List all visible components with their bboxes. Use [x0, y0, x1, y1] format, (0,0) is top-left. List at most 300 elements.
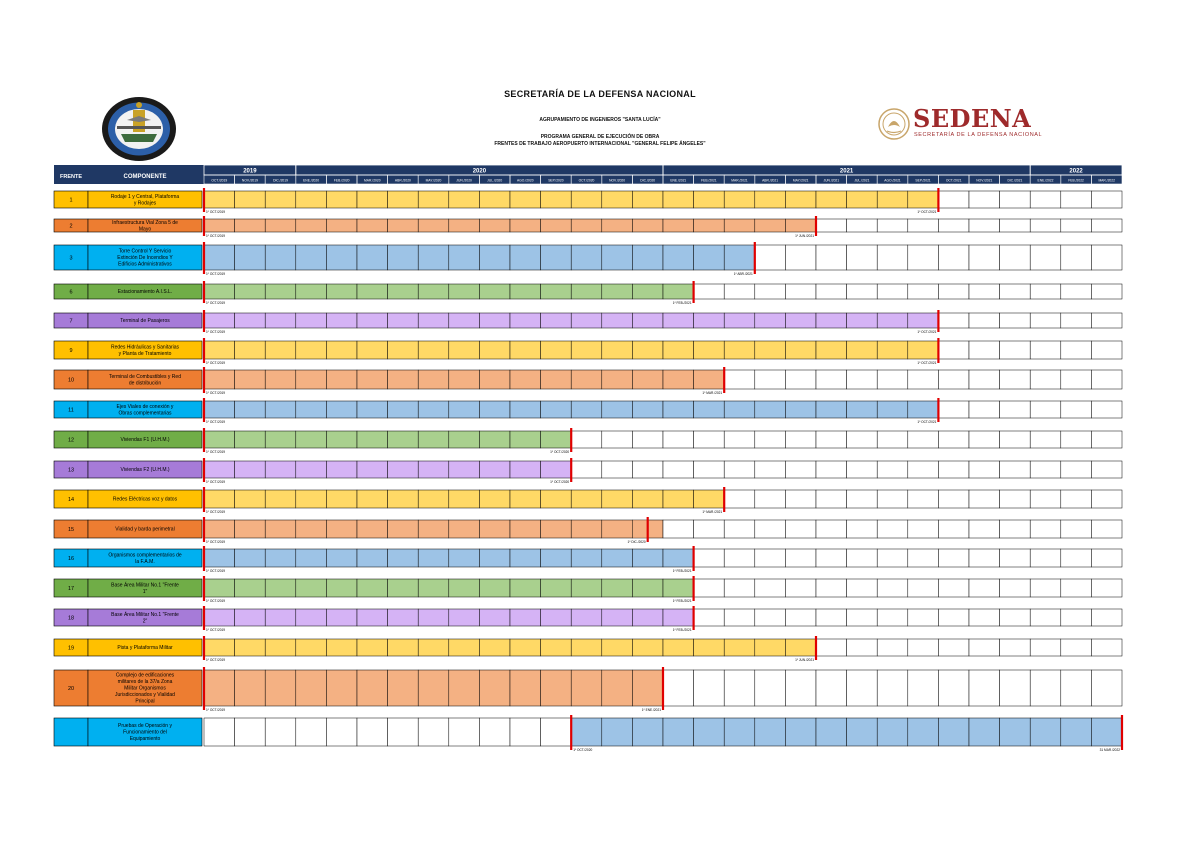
month-cell — [388, 718, 419, 746]
month-cell — [1000, 520, 1031, 538]
page-subtitle: AGRUPAMIENTO DE INGENIEROS "SANTA LUCÍA" — [539, 117, 661, 123]
month-cell — [755, 579, 786, 597]
gantt-row — [54, 636, 1122, 662]
month-cell — [1000, 609, 1031, 626]
month-cell — [204, 341, 235, 359]
month-cell — [1061, 341, 1092, 359]
month-cell — [449, 191, 480, 208]
month-cell — [847, 313, 878, 328]
month-cell — [265, 579, 296, 597]
month-cell — [724, 461, 755, 478]
month-cell — [326, 191, 357, 208]
month-cell — [969, 718, 1000, 746]
partial-fill — [633, 520, 648, 537]
month-cell — [1000, 670, 1031, 706]
month-cell — [632, 639, 663, 656]
month-cell — [938, 670, 969, 706]
frente-header: FRENTE — [60, 174, 82, 180]
month-cell — [602, 191, 633, 208]
month-cell — [326, 639, 357, 656]
month-cell — [663, 191, 694, 208]
month-cell — [755, 609, 786, 626]
month-cell — [1091, 670, 1122, 706]
month-cell — [235, 401, 266, 418]
month-cell — [1030, 670, 1061, 706]
month-cell — [877, 191, 908, 208]
month-cell — [296, 718, 327, 746]
month-cell — [724, 401, 755, 418]
month-cell — [969, 609, 1000, 626]
month-label: DIC./2020 — [640, 178, 656, 183]
month-cell — [1061, 520, 1092, 538]
month-cell — [755, 670, 786, 706]
month-cell — [632, 370, 663, 389]
month-cell — [816, 313, 847, 328]
month-cell — [1000, 549, 1031, 567]
month-cell — [388, 370, 419, 389]
month-cell — [1000, 284, 1031, 299]
month-cell — [1091, 191, 1122, 208]
month-cell — [632, 219, 663, 232]
month-cell — [571, 520, 602, 538]
month-cell — [449, 549, 480, 567]
month-cell — [1030, 191, 1061, 208]
month-cell — [510, 718, 541, 746]
month-label: ABR./2021 — [762, 178, 779, 183]
month-cell — [602, 718, 633, 746]
gantt-row — [54, 242, 1122, 276]
month-cell — [785, 370, 816, 389]
month-cell — [1091, 609, 1122, 626]
month-cell — [204, 670, 235, 706]
month-cell — [1091, 461, 1122, 478]
month-cell — [938, 284, 969, 299]
componente-label: 2" — [142, 618, 148, 625]
month-cell — [571, 401, 602, 418]
month-cell — [1000, 490, 1031, 508]
month-cell — [755, 370, 786, 389]
month-cell — [908, 370, 939, 389]
month-cell — [449, 245, 480, 270]
month-cell — [602, 549, 633, 567]
month-label: NOV./2021 — [976, 178, 993, 183]
end-date-note: 1º MAR./2021 — [702, 391, 723, 395]
componente-label: Vialidad y barda perimetral — [115, 526, 175, 533]
month-cell — [571, 670, 602, 706]
month-cell — [663, 341, 694, 359]
month-cell — [235, 718, 266, 746]
month-cell — [663, 219, 694, 232]
month-cell — [265, 284, 296, 299]
month-cell — [357, 520, 388, 538]
month-cell — [541, 609, 572, 626]
month-cell — [571, 341, 602, 359]
month-cell — [1030, 245, 1061, 270]
month-cell — [388, 549, 419, 567]
gantt-row — [54, 715, 1122, 752]
start-date-note: 1º OCT./2019 — [206, 480, 226, 484]
month-cell — [1061, 313, 1092, 328]
month-cell — [1030, 284, 1061, 299]
month-cell — [755, 718, 786, 746]
month-cell — [908, 191, 939, 208]
month-cell — [694, 609, 725, 626]
month-cell — [326, 579, 357, 597]
frente-number: 17 — [67, 586, 75, 592]
month-cell — [235, 370, 266, 389]
month-label: JUL./2021 — [854, 178, 870, 183]
month-cell — [541, 219, 572, 232]
month-cell — [265, 431, 296, 448]
month-cell — [571, 609, 602, 626]
gantt-row — [54, 458, 1122, 484]
month-cell — [1061, 670, 1092, 706]
month-cell — [694, 370, 725, 389]
start-date-note: 1º OCT./2020 — [573, 748, 593, 752]
month-cell — [724, 370, 755, 389]
month-cell — [1091, 341, 1122, 359]
month-cell — [1061, 245, 1092, 270]
month-cell — [724, 245, 755, 270]
month-cell — [785, 520, 816, 538]
month-cell — [969, 341, 1000, 359]
month-cell — [479, 401, 510, 418]
month-cell — [296, 670, 327, 706]
frente-number: 14 — [67, 497, 75, 503]
month-cell — [357, 579, 388, 597]
month-cell — [663, 284, 694, 299]
month-cell — [816, 284, 847, 299]
month-cell — [755, 191, 786, 208]
month-cell — [296, 370, 327, 389]
componente-label: Organismos complementarios de — [108, 552, 182, 559]
month-cell — [938, 461, 969, 478]
month-cell — [265, 401, 296, 418]
month-cell — [326, 461, 357, 478]
month-cell — [1030, 461, 1061, 478]
month-cell — [694, 341, 725, 359]
month-cell — [755, 313, 786, 328]
month-cell — [877, 520, 908, 538]
componente-label: Militar Organismos — [124, 685, 166, 692]
month-cell — [1000, 341, 1031, 359]
month-cell — [1030, 219, 1061, 232]
month-cell — [265, 549, 296, 567]
month-cell — [785, 639, 816, 656]
month-cell — [479, 579, 510, 597]
month-cell — [449, 370, 480, 389]
month-cell — [265, 191, 296, 208]
month-label: ABR./2020 — [394, 178, 411, 183]
month-cell — [816, 718, 847, 746]
month-cell — [969, 520, 1000, 538]
month-cell — [388, 191, 419, 208]
month-cell — [1000, 219, 1031, 232]
month-label: JUN./2021 — [823, 178, 840, 183]
month-cell — [908, 490, 939, 508]
month-cell — [418, 520, 449, 538]
end-date-note: 1º ENE./2021 — [641, 708, 661, 712]
month-cell — [510, 579, 541, 597]
month-cell — [1091, 639, 1122, 656]
month-cell — [785, 313, 816, 328]
month-cell — [235, 639, 266, 656]
month-cell — [785, 549, 816, 567]
month-cell — [479, 490, 510, 508]
month-cell — [357, 245, 388, 270]
month-cell — [326, 490, 357, 508]
month-cell — [204, 191, 235, 208]
month-cell — [1061, 549, 1092, 567]
month-cell — [632, 490, 663, 508]
month-cell — [418, 284, 449, 299]
month-cell — [938, 370, 969, 389]
month-cell — [510, 341, 541, 359]
month-cell — [510, 313, 541, 328]
month-cell — [694, 461, 725, 478]
componente-label: Estacionamiento A.I.S.L. — [117, 289, 173, 296]
month-cell — [510, 609, 541, 626]
month-cell — [204, 520, 235, 538]
gantt-row — [54, 517, 1122, 544]
month-cell — [602, 670, 633, 706]
componente-label: Infraestructura Vial Zona 5 de — [112, 219, 178, 226]
componente-label: Base Área Militar No.1 "Frente — [111, 611, 179, 618]
month-cell — [816, 639, 847, 656]
month-cell — [908, 313, 939, 328]
month-cell — [602, 461, 633, 478]
month-cell — [938, 579, 969, 597]
frente-number: 3 — [69, 255, 73, 262]
month-cell — [1030, 718, 1061, 746]
month-cell — [694, 718, 725, 746]
month-cell — [785, 191, 816, 208]
month-cell — [663, 370, 694, 389]
month-cell — [541, 341, 572, 359]
month-cell — [969, 639, 1000, 656]
month-cell — [510, 549, 541, 567]
month-cell — [632, 549, 663, 567]
month-cell — [1030, 490, 1061, 508]
end-date-note: 1º OCT./2021 — [917, 420, 937, 424]
month-cell — [602, 341, 633, 359]
month-cell — [694, 219, 725, 232]
month-cell — [1000, 639, 1031, 656]
month-cell — [296, 219, 327, 232]
end-date-note: 1º OCT./2021 — [917, 330, 937, 334]
month-cell — [694, 549, 725, 567]
month-cell — [663, 245, 694, 270]
month-cell — [632, 461, 663, 478]
month-cell — [357, 670, 388, 706]
gantt-row — [54, 606, 1122, 632]
month-cell — [541, 718, 572, 746]
program-title: PROGRAMA GENERAL DE EJECUCIÓN DE OBRA — [540, 134, 660, 140]
gantt-row — [54, 667, 1122, 712]
month-cell — [1030, 639, 1061, 656]
month-cell — [847, 370, 878, 389]
month-cell — [969, 579, 1000, 597]
end-date-note: 1º FEB./2021 — [672, 628, 692, 632]
month-cell — [388, 219, 419, 232]
month-cell — [938, 639, 969, 656]
month-cell — [296, 461, 327, 478]
month-cell — [1030, 313, 1061, 328]
year-label: 2020 — [472, 168, 487, 175]
month-cell — [235, 490, 266, 508]
month-cell — [357, 284, 388, 299]
month-cell — [1091, 718, 1122, 746]
month-cell — [510, 461, 541, 478]
month-cell — [724, 639, 755, 656]
end-date-note: 1º OCT./2020 — [550, 480, 570, 484]
start-date-note: 1º OCT./2019 — [206, 569, 226, 573]
month-cell — [785, 490, 816, 508]
month-cell — [296, 520, 327, 538]
month-cell — [235, 284, 266, 299]
month-cell — [479, 461, 510, 478]
month-cell — [1000, 461, 1031, 478]
month-cell — [235, 670, 266, 706]
month-cell — [1030, 549, 1061, 567]
month-cell — [296, 401, 327, 418]
month-cell — [541, 549, 572, 567]
componente-label: militares de la 37/a Zona — [117, 679, 173, 686]
month-cell — [632, 284, 663, 299]
month-cell — [694, 191, 725, 208]
frente-number: 1 — [69, 197, 73, 204]
month-cell — [449, 520, 480, 538]
month-cell — [449, 341, 480, 359]
month-label: ENE./2022 — [1037, 178, 1054, 183]
month-cell — [388, 461, 419, 478]
month-cell — [479, 219, 510, 232]
month-cell — [1061, 718, 1092, 746]
month-cell — [969, 431, 1000, 448]
month-cell — [908, 431, 939, 448]
month-cell — [204, 639, 235, 656]
month-cell — [908, 520, 939, 538]
month-cell — [1061, 609, 1092, 626]
month-cell — [602, 313, 633, 328]
month-cell — [265, 490, 296, 508]
month-cell — [479, 549, 510, 567]
month-cell — [847, 461, 878, 478]
month-cell — [785, 245, 816, 270]
month-cell — [816, 245, 847, 270]
month-label: DIC./2019 — [273, 178, 288, 183]
componente-label: Obras complementarias — [118, 410, 172, 417]
month-cell — [785, 670, 816, 706]
month-cell — [235, 609, 266, 626]
month-cell — [510, 490, 541, 508]
month-cell — [632, 579, 663, 597]
month-cell — [510, 670, 541, 706]
month-cell — [235, 520, 266, 538]
frente-number: 20 — [67, 686, 75, 692]
month-cell — [449, 401, 480, 418]
end-date-note: 1º OCT./2021 — [917, 361, 937, 365]
month-cell — [510, 520, 541, 538]
month-cell — [265, 245, 296, 270]
month-cell — [357, 490, 388, 508]
sedena-tagline: SECRETARÍA DE LA DEFENSA NACIONAL — [914, 132, 1043, 138]
month-cell — [235, 431, 266, 448]
month-cell — [388, 490, 419, 508]
month-cell — [357, 219, 388, 232]
componente-label: de distribución — [128, 380, 162, 387]
month-cell — [449, 579, 480, 597]
month-cell — [265, 609, 296, 626]
month-cell — [479, 431, 510, 448]
month-cell — [418, 401, 449, 418]
end-date-note: 1º ABR./2021 — [733, 272, 753, 276]
month-cell — [235, 313, 266, 328]
month-cell — [908, 718, 939, 746]
gantt-row — [54, 428, 1122, 454]
month-cell — [357, 313, 388, 328]
month-cell — [326, 370, 357, 389]
month-cell — [204, 579, 235, 597]
month-cell — [694, 245, 725, 270]
month-cell — [908, 609, 939, 626]
month-cell — [265, 370, 296, 389]
month-cell — [602, 579, 633, 597]
month-cell — [326, 219, 357, 232]
month-cell — [418, 718, 449, 746]
month-cell — [265, 219, 296, 232]
gantt-row — [54, 546, 1122, 573]
month-cell — [663, 520, 694, 538]
month-cell — [1030, 431, 1061, 448]
month-cell — [1000, 313, 1031, 328]
end-date-note: 1º JUN./2021 — [795, 234, 814, 238]
month-cell — [479, 341, 510, 359]
month-cell — [969, 670, 1000, 706]
month-cell — [785, 341, 816, 359]
month-cell — [510, 401, 541, 418]
month-cell — [694, 639, 725, 656]
start-date-note: 1º OCT./2019 — [206, 361, 226, 365]
month-cell — [357, 341, 388, 359]
start-date-note: 1º OCT./2019 — [206, 540, 226, 544]
componente-label: Equipamiento — [129, 736, 161, 743]
gantt-row — [54, 281, 1122, 305]
month-cell — [541, 191, 572, 208]
month-cell — [204, 490, 235, 508]
month-cell — [908, 461, 939, 478]
month-cell — [816, 520, 847, 538]
end-date-note: 1º DIC./2020 — [627, 540, 646, 544]
month-cell — [388, 245, 419, 270]
month-cell — [755, 520, 786, 538]
frente-number: 10 — [67, 377, 75, 384]
month-cell — [204, 431, 235, 448]
month-cell — [265, 520, 296, 538]
month-cell — [632, 313, 663, 328]
month-cell — [816, 191, 847, 208]
month-cell — [388, 284, 419, 299]
month-cell — [1000, 370, 1031, 389]
month-cell — [816, 461, 847, 478]
month-cell — [877, 461, 908, 478]
month-cell — [785, 219, 816, 232]
month-label: OCT./2019 — [211, 178, 228, 183]
month-cell — [479, 313, 510, 328]
month-cell — [694, 520, 725, 538]
month-cell — [235, 191, 266, 208]
month-cell — [541, 401, 572, 418]
